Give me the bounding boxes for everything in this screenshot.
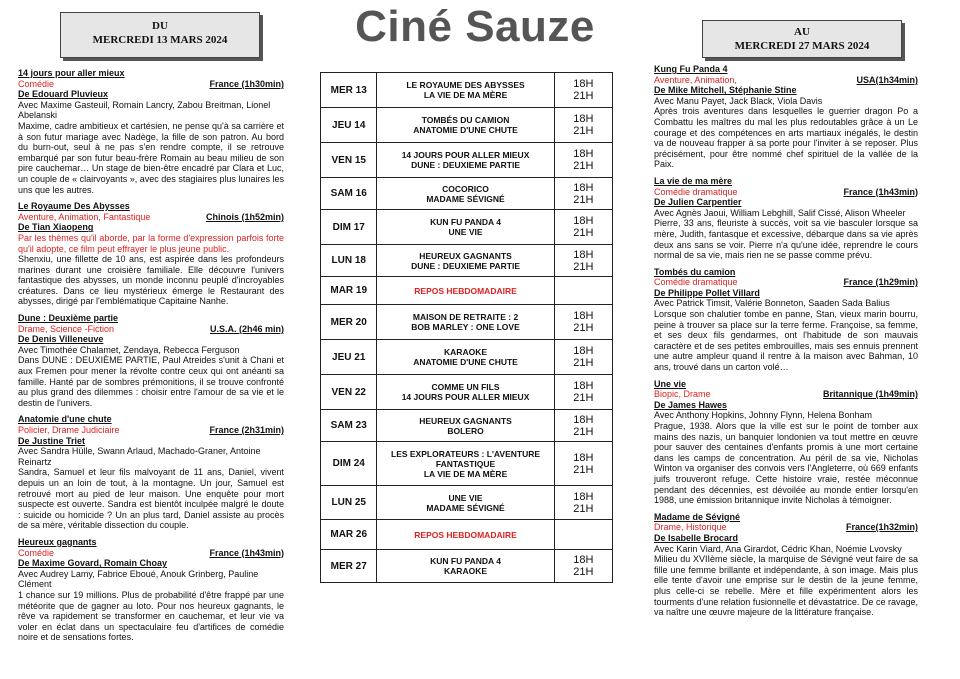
schedule-film: UNE VIE xyxy=(448,227,483,237)
schedule-film: DUNE : DEUXIEME PARTIE xyxy=(411,160,520,170)
genre-row xyxy=(654,75,918,86)
film-director: De Isabelle Brocard xyxy=(654,532,739,543)
schedule-row xyxy=(321,305,613,340)
film-entry xyxy=(654,64,918,170)
showtime: 21H xyxy=(573,463,594,476)
film-entry xyxy=(18,68,284,195)
schedule-day: JEU 14 xyxy=(321,108,377,143)
schedule-film: HEUREUX GAGNANTS xyxy=(419,250,512,261)
film-entry xyxy=(18,537,284,643)
film-cast: Avec Maxime Gasteuil, Romain Lancry, Zabou Breitman, Lionel Abelanski xyxy=(18,99,271,121)
schedule-table xyxy=(320,72,613,583)
showtime: 21H xyxy=(573,227,594,239)
film-synopsis: Lorsque son chalutier tombe en panne, Stan, vieux marin bourru, peine à trouver sa place sur la terre ferme. Françoise, sa femme, et ses deux fils gendarmes, ont l'habitude de son mauvais caractère et de ses petites embrouilles, mais ses ennuis prennent une autre ampleur quand il rentre à la maison avec Bahman, 10 ans, trouvé dans un carton volé… xyxy=(654,309,918,373)
schedule-day: MER 20 xyxy=(321,305,377,340)
schedule-day: DIM 24 xyxy=(321,442,377,486)
schedule-row xyxy=(321,277,613,305)
schedule-times xyxy=(554,245,612,277)
film-genre: Drame, Historique xyxy=(654,522,727,533)
schedule-row xyxy=(321,486,613,520)
film-director: De James Hawes xyxy=(654,399,728,410)
showtime: 21H xyxy=(573,425,594,438)
film-cast: Avec Anthony Hopkins, Johnny Flynn, Helena Bonham xyxy=(654,410,872,421)
film-genre: Comédie xyxy=(18,78,55,89)
showtime: 21H xyxy=(573,160,594,172)
schedule-day: VEN 15 xyxy=(321,143,377,178)
schedule-day: DIM 17 xyxy=(321,210,377,245)
film-cast: Avec Agnès Jaoui, William Lebghill, Salif Cissé, Alison Wheeler xyxy=(654,207,906,218)
schedule-film: COCORICO xyxy=(442,183,489,194)
rest-day-label: REPOS HEBDOMADAIRE xyxy=(414,285,517,296)
film-synopsis: Prague, 1938. Alors que la ville est sur le point de tomber aux mains des nazis, un banquier londonien va tout mettre en œuvre pour sauver des centaines d'enfants promis à une mort certaine dans les camps de concentration. Au péril de sa vie, Nicholas Winton va organiser des convois vers l'Angleterre, où 669 enfants juifs trouveront refuge. Cette histoire vraie, restée méconnue pendant des décennies, est dévoilée au monde entier lorsqu'en 1988, une émission britannique invite Nicholas à témoigner. xyxy=(654,421,918,506)
schedule-films xyxy=(377,143,554,178)
showtime: 18H xyxy=(573,148,594,160)
film-country: Britannique (1h49min) xyxy=(822,389,918,400)
start-date-label: DU xyxy=(152,20,168,32)
schedule-film: KUN FU PANDA 4 xyxy=(430,556,501,566)
schedule-times xyxy=(554,210,612,245)
film-genre: Aventure, Animation, xyxy=(654,74,737,85)
film-synopsis: Pierre, 33 ans, fleuriste à succès, voit sa vie basculer lorsque sa mère, Judith, fantasque et excessive, débarque dans sa vie après deux ans sans se voir. Pierre n'a qu'une idée, reprendre le cours normal de sa vie, mais rien ne se passe comme prévu. xyxy=(654,218,918,261)
showtime: 18H xyxy=(573,554,594,566)
schedule-film: LA VIE DE MA MÈRE xyxy=(423,468,508,479)
showtime: 21H xyxy=(573,90,594,102)
film-director: De Philippe Pollet Villard xyxy=(654,287,760,298)
film-director: De Tian Xiaopeng xyxy=(18,222,94,233)
showtime: 18H xyxy=(573,310,594,322)
film-genre: Biopic, Drame xyxy=(654,389,711,400)
genre-row xyxy=(18,324,284,335)
film-title: Kung Fu Panda 4 xyxy=(654,64,728,74)
schedule-film: KARAOKE xyxy=(444,347,488,357)
film-title: 14 jours pour aller mieux xyxy=(18,68,125,78)
film-list-right xyxy=(654,64,918,624)
showtime: 21H xyxy=(573,260,594,273)
film-country: Chinois (1h52min) xyxy=(205,211,284,222)
schedule-times xyxy=(554,520,612,550)
schedule-films xyxy=(377,410,554,442)
showtime: 18H xyxy=(573,78,594,90)
schedule-films xyxy=(377,340,554,375)
film-title: Tombés du camion xyxy=(654,266,736,277)
schedule-row xyxy=(321,410,613,442)
film-genre: Comédie xyxy=(18,547,55,558)
schedule-film: COMME UN FILS xyxy=(431,382,500,392)
schedule-films xyxy=(377,108,554,143)
schedule-times xyxy=(554,486,612,520)
film-synopsis: Milieu du XVIIème siècle, la marquise de Sévigné veut faire de sa fille une femme brillante et indépendante, à son image. Mais plus elle tente d'avoir une emprise sur le destin de la jeune femme, plus celle-ci se rebelle. Mère et fille expérimentent alors les tourments d'une relation fusionnelle et dévastatrice. De ce ravage, va naître une œuvre majeure de la littérature française. xyxy=(654,554,918,618)
schedule-films xyxy=(377,375,554,410)
schedule-film: UNE VIE xyxy=(448,492,483,503)
end-date-label: AU xyxy=(794,26,810,38)
showtime: 18H xyxy=(573,413,594,426)
schedule-day: LUN 18 xyxy=(321,245,377,277)
schedule-day: VEN 22 xyxy=(321,375,377,410)
genre-row xyxy=(18,425,284,436)
schedule-films xyxy=(377,245,554,277)
schedule-day: SAM 16 xyxy=(321,178,377,210)
film-cast: Avec Sandra Hülle, Swann Arlaud, Machado-Graner, Antoine Reinartz xyxy=(18,446,261,467)
schedule-film: LES EXPLORATEURS : L'AVENTURE xyxy=(391,448,541,459)
schedule-films xyxy=(377,73,554,108)
showtime: 18H xyxy=(573,113,594,125)
schedule-row xyxy=(321,375,613,410)
schedule-film: BOLERO xyxy=(447,425,484,436)
schedule-row xyxy=(321,520,613,550)
film-title: Le Royaume Des Abysses xyxy=(18,201,130,212)
showtime: 21H xyxy=(573,502,594,515)
schedule-film: KARAOKE xyxy=(444,566,488,576)
schedule-films xyxy=(377,210,554,245)
film-director: De Justine Triet xyxy=(18,435,86,446)
schedule-film: 14 JOURS POUR ALLER MIEUX xyxy=(401,392,530,402)
showtime: 21H xyxy=(573,392,594,404)
film-synopsis: Dans DUNE : DEUXIÈME PARTIE, Paul Atreides s'unit à Chani et aux Fremen pour mener la révolte contre ceux qui ont anéanti sa famille. Hanté par de sombres prémonitions, il se trouve confronté au plus grand des dilemmes : choisir entre l'amour de sa vie et le destin de l'univers. xyxy=(18,355,284,408)
film-entry xyxy=(18,201,284,307)
showtime: 18H xyxy=(573,380,594,392)
start-date-box xyxy=(60,12,260,58)
showtime: 21H xyxy=(573,322,594,334)
schedule-day: MAR 19 xyxy=(321,277,377,305)
schedule-films xyxy=(377,277,554,305)
schedule-film: 14 JOURS POUR ALLER MIEUX xyxy=(401,150,530,160)
film-country: France (1h43min) xyxy=(209,547,284,558)
film-title: La vie de ma mère xyxy=(654,175,733,186)
film-entry xyxy=(654,379,918,506)
showtime: 21H xyxy=(573,193,594,206)
schedule-film: FANTASTIQUE xyxy=(435,458,496,469)
genre-row xyxy=(654,389,918,400)
schedule-film: BOB MARLEY : ONE LOVE xyxy=(411,322,520,332)
schedule-row xyxy=(321,442,613,486)
schedule-films xyxy=(377,520,554,550)
schedule-film: ANATOMIE D'UNE CHUTE xyxy=(413,357,518,367)
schedule-times xyxy=(554,410,612,442)
film-genre: Policier, Drame Judiciaire xyxy=(18,425,120,435)
showtime: 18H xyxy=(573,345,594,357)
film-synopsis: Maxime, cadre ambitieux et cartésien, ne pense qu'à sa carrière et à son futur mariage avec Nadège, la fille de son patron. Au bord du burn-out, seul à ne pas s'en rendre compte, il se retrouve embarqué par son futur beau-frère Romain au beau milieu de son pire cauchemar… Un stage de bien-être encadré par Clara et Luc, un couple de « clairvoyants », avec des stagiaires plus lunaires les uns que les autres. xyxy=(18,120,284,195)
film-title: Une vie xyxy=(654,378,687,389)
genre-row xyxy=(18,79,284,90)
film-country: France (2h31min) xyxy=(209,425,284,435)
film-list-left xyxy=(18,68,284,649)
film-director: De Edouard Pluvieux xyxy=(18,89,109,100)
film-entry xyxy=(18,414,284,531)
film-country: U.S.A. (2h46 min) xyxy=(209,323,284,334)
film-warning: Par les thèmes qu'il aborde, par la forme d'expression parfois forte qu'il adopte, ce film peut effrayer le plus jeune public. xyxy=(18,232,284,254)
schedule-row xyxy=(321,73,613,108)
schedule-films xyxy=(377,178,554,210)
schedule-times xyxy=(554,73,612,108)
schedule-times xyxy=(554,143,612,178)
schedule-times xyxy=(554,305,612,340)
schedule-films xyxy=(377,550,554,583)
schedule-film: LE ROYAUME DES ABYSSES xyxy=(406,80,525,90)
schedule-times xyxy=(554,108,612,143)
schedule-film: TOMBÉS DU CAMION xyxy=(421,115,510,125)
schedule-day: JEU 21 xyxy=(321,340,377,375)
film-title: Anatomie d'une chute xyxy=(18,414,112,425)
schedule-day: MER 13 xyxy=(321,73,377,108)
schedule-film: KUN FU PANDA 4 xyxy=(430,217,501,227)
rest-day-label: REPOS HEBDOMADAIRE xyxy=(414,529,517,540)
film-synopsis: Sandra, Samuel et leur fils malvoyant de 11 ans, Daniel, vivent depuis un an loin de tout, à la montagne. Un jour, Samuel est retrouvé mort au pied de leur maison. Une enquête pour mort suspecte est ouverte. Sandra est bientôt inculpée malgré le doute : suicide ou homicide ? Un an plus tard, Daniel assiste au procès de sa mère, véritable dissection du couple. xyxy=(18,467,284,531)
genre-row xyxy=(18,212,284,223)
genre-row xyxy=(654,187,918,198)
schedule-times xyxy=(554,277,612,305)
film-cast: Avec Timothée Chalamet, Zendaya, Rebecca Ferguson xyxy=(18,344,240,355)
film-country: France (1h43min) xyxy=(843,186,918,197)
film-country: USA(1h34min) xyxy=(856,74,918,85)
film-country: France(1h32min) xyxy=(845,522,918,533)
showtime: 18H xyxy=(573,451,594,464)
schedule-row xyxy=(321,550,613,583)
genre-row xyxy=(654,522,918,533)
schedule-film: MADAME SÉVIGNÉ xyxy=(426,193,505,204)
schedule-day: MAR 26 xyxy=(321,520,377,550)
schedule-times xyxy=(554,442,612,486)
film-director: De Denis Villeneuve xyxy=(18,334,104,345)
film-director: De Maxime Govard, Romain Choay xyxy=(18,558,168,569)
schedule-times xyxy=(554,340,612,375)
schedule-films xyxy=(377,442,554,486)
schedule-films xyxy=(377,305,554,340)
showtime: 18H xyxy=(573,215,594,227)
schedule-row xyxy=(321,143,613,178)
film-genre: Comédie dramatique xyxy=(654,277,738,288)
schedule-film: ANATOMIE D'UNE CHUTE xyxy=(413,125,518,135)
film-country: France (1h29min) xyxy=(843,277,918,288)
showtime: 21H xyxy=(573,125,594,137)
schedule-films xyxy=(377,486,554,520)
schedule-times xyxy=(554,550,612,583)
film-genre: Comédie dramatique xyxy=(654,186,738,197)
film-genre: Aventure, Animation, Fantastique xyxy=(18,211,151,222)
film-country: France (1h30min) xyxy=(209,78,284,89)
film-title: Dune : Deuxième partie xyxy=(18,313,119,324)
showtime: 21H xyxy=(573,357,594,369)
film-cast: Avec Karin Viard, Ana Girardot, Cédric Khan, Noémie Lvovsky xyxy=(654,543,902,554)
film-entry xyxy=(654,176,918,261)
schedule-film: MADAME SÉVIGNÉ xyxy=(426,502,505,513)
film-title: Heureux gagnants xyxy=(18,536,97,547)
film-director: De Julien Carpentier xyxy=(654,197,742,208)
schedule-row xyxy=(321,245,613,277)
film-synopsis: 1 chance sur 19 millions. Plus de probabilité d'être frappé par une météorite que de gagner au loto. Pour nos heureux gagnants, le rêve va rapidement se transformer en cauchemar, et leur vie va voler en éclat dans un spectaculaire feu d'artifices de comédie noire et de sensations fortes. xyxy=(18,589,284,643)
start-date: MERCREDI 13 MARS 2024 xyxy=(92,34,228,46)
film-director: De Mike Mitchell, Stéphanie Stine xyxy=(654,85,797,96)
schedule-film: DUNE : DEUXIEME PARTIE xyxy=(411,260,520,271)
film-synopsis: Shenxiu, une fillette de 10 ans, est aspirée dans les profondeurs marines durant une croisière familiale. Elle découvre l'univers fantastique des abysses, un monde inconnu peuplé d'incroyables créatures. Dans ce lieu mystérieux émerge le Restaurant des abysses, dirigé par l'emblématique Capitaine Nanhe. xyxy=(18,254,284,307)
schedule-film: LA VIE DE MA MÈRE xyxy=(423,90,508,100)
genre-row xyxy=(654,277,918,288)
film-genre: Drame, Science -Fiction xyxy=(18,323,115,334)
genre-row xyxy=(18,548,284,559)
schedule-row xyxy=(321,340,613,375)
film-entry xyxy=(18,313,284,408)
schedule-film: MAISON DE RETRAITE : 2 xyxy=(412,312,519,322)
film-cast: Avec Audrey Lamy, Fabrice Eboué, Anouk Grinberg, Pauline Clément xyxy=(18,568,259,590)
schedule-row xyxy=(321,210,613,245)
schedule-times xyxy=(554,375,612,410)
schedule-row xyxy=(321,108,613,143)
film-entry xyxy=(654,512,918,618)
showtime: 21H xyxy=(573,566,594,578)
schedule-day: LUN 25 xyxy=(321,486,377,520)
schedule-day: SAM 23 xyxy=(321,410,377,442)
film-entry xyxy=(654,267,918,373)
film-cast: Avec Manu Payet, Jack Black, Viola Davis xyxy=(654,95,823,106)
showtime: 18H xyxy=(573,181,594,194)
film-cast: Avec Patrick Timsit, Valérie Bonneton, Saaden Sada Balius xyxy=(654,298,890,309)
end-date: MERCREDI 27 MARS 2024 xyxy=(734,40,870,52)
film-title: Madame de Sévigné xyxy=(654,511,741,522)
showtime: 18H xyxy=(573,248,594,261)
end-date-box xyxy=(702,20,902,58)
schedule-times xyxy=(554,178,612,210)
page-title: Ciné Sauze xyxy=(355,2,595,51)
film-synopsis: Après trois aventures dans lesquelles le guerrier dragon Po a Combattu les maîtres du mal les plus redoutables grâce à un Le courage et des compétences en arts martiaux inégalés, le destin va de nouveau frapper à sa porte pour l'inviter à se reposer. Plus précisément, pour être nommé chef spirituel de la vallée de la Paix. xyxy=(654,106,918,170)
schedule-row xyxy=(321,178,613,210)
schedule-film: HEUREUX GAGNANTS xyxy=(419,415,512,426)
schedule-day: MER 27 xyxy=(321,550,377,583)
showtime: 18H xyxy=(573,490,594,503)
